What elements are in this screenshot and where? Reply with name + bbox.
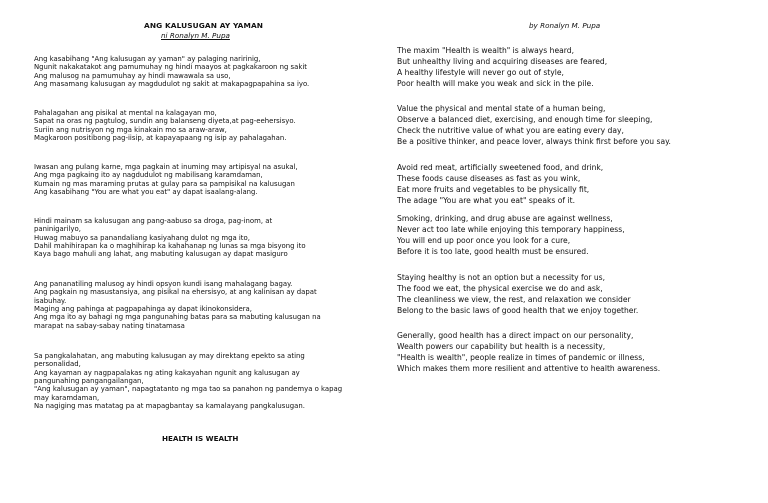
poem-line: Na nagiging mas matatag pa at mapagbantay sa kamalayang pangkalusugan. <box>34 402 305 411</box>
poem-line: Be a positive thinker, and peace lover, always think first before you say. <box>397 136 671 146</box>
poem-line: Hindi mainam sa kalusugan ang pang-aabuso sa droga, pag-inom, at <box>34 217 273 225</box>
poem-line: Belong to the basic laws of good health that we enjoy together. <box>397 305 639 315</box>
tagalog-poem-author: ni Ronalyn M. Pupa <box>161 31 230 40</box>
poem-line: Pahalagahan ang pisikal at mental na kalagayan mo, <box>34 109 217 117</box>
poem-line: The cleanliness we view, the rest, and relaxation we consider <box>397 294 631 304</box>
poem-line: paninigarilyo, <box>34 225 81 234</box>
tagalog-stanza-4 <box>34 217 306 259</box>
english-stanza-6 <box>397 331 660 375</box>
poem-line: personalidad, <box>34 360 81 369</box>
poem-line: Sa pangkalahatan, ang mabuting kalusugan ay may direktang epekto sa ating <box>34 352 305 360</box>
poem-line: Dahil mahihirapan ka o maghihirap ka kahahanap ng lunas sa mga bisyong ito <box>34 242 306 251</box>
poem-line: Ang kayaman ay nagpapalakas ng ating kakayahan ngunit ang kalusugan ay <box>34 368 300 377</box>
poem-line: Avoid red meat, artificially sweetened food, and drink, <box>397 163 604 172</box>
poem-line: A healthy lifestyle will never go out of style, <box>397 67 564 77</box>
poem-line: The adage "You are what you eat" speaks of it. <box>397 195 576 205</box>
poem-line: "Ang kalusugan ay yaman", napagtatanto ng mga tao sa panahon ng pandemya o kapag <box>34 385 343 394</box>
poem-line: Check the nutritive value of what you are eating every day, <box>397 125 624 135</box>
poem-line: Observe a balanced diet, exercising, and enough time for sleeping, <box>397 114 653 124</box>
poem-line: Value the physical and mental state of a human being, <box>397 104 606 113</box>
poem-line: Which makes them more resilient and attentive to health awareness. <box>397 363 661 373</box>
poem-line: Before it is too late, good health must be ensured. <box>397 246 589 256</box>
poem-line: Generally, good health has a direct impact on our personality, <box>397 331 634 340</box>
poem-line: Never act too late while enjoying this temporary happiness, <box>397 224 625 234</box>
poem-line: You will end up poor once you look for a cure, <box>397 235 571 245</box>
poem-line: But unhealthy living and acquiring diseases are feared, <box>397 56 608 66</box>
poem-line: Kumain ng mas maraming prutas at gulay para sa pampisikal na kalusugan <box>34 179 295 188</box>
english-poem-author: by Ronalyn M. Pupa <box>529 21 601 30</box>
english-poem-title: HEALTH IS WEALTH <box>162 434 239 443</box>
english-stanza-2 <box>397 104 671 148</box>
poem-line: Poor health will make you weak and sick in the pile. <box>397 78 594 88</box>
poem-line: Ang mga ito ay bahagi ng mga pangunahing batas para sa mabuting kalusugan na <box>34 313 321 322</box>
poem-line: Ang malusog na pamumuhay ay hindi mawawala sa uso, <box>34 71 231 80</box>
poem-line: Smoking, drinking, and drug abuse are against wellness, <box>397 214 613 223</box>
english-stanza-5 <box>397 273 638 317</box>
poem-line: Sapat na oras ng pagtulog, sundin ang balanseng diyeta,at pag-eehersisyo. <box>34 117 296 126</box>
poem-line: Staying healthy is not an option but a necessity for us, <box>397 273 606 282</box>
poem-line: may karamdaman, <box>34 393 100 402</box>
poem-line: isabuhay. <box>34 296 67 305</box>
english-stanza-4 <box>397 214 625 258</box>
poem-line: Huwag mabuyo sa panandaliang kasiyahang dulot ng mga ito, <box>34 233 250 242</box>
poem-line: "Health is wealth", people realize in times of pandemic or illness, <box>397 352 645 362</box>
poem-line: Kaya bago mahuli ang lahat, ang mabuting kalusugan ay dapat masiguro <box>34 250 288 259</box>
poem-line: Maging ang pahinga at pagpapahinga ay dapat ikinokonsidera, <box>34 305 252 314</box>
poem-line: pangunahing pangangailangan, <box>34 377 144 386</box>
poem-line: marapat na sabay-sabay nating tinatamasa <box>34 321 185 330</box>
poem-line: Ang pagkain ng masustansiya, ang pisikal na ehersisyo, at ang kalinisan ay dapat <box>34 288 317 297</box>
poem-line: The maxim "Health is wealth" is always heard, <box>397 46 574 55</box>
tagalog-stanza-1 <box>34 55 309 88</box>
poem-line: Ngunit nakakatakot ang pamumuhay ng hindi maayos at pagkakaroon ng sakit <box>34 63 307 72</box>
poem-line: Ang mga pagkaing ito ay nagdudulot ng mabilisang karamdaman, <box>34 171 263 180</box>
poem-line: Iwasan ang pulang karne, mga pagkain at inuming may artipisyal na asukal, <box>34 163 298 171</box>
poem-line: Suriin ang nutrisyon ng mga kinakain mo sa araw-araw, <box>34 125 227 134</box>
english-stanza-1 <box>397 46 607 90</box>
poem-line: Ang masamang kalusugan ay magdudulot ng sakit at makapagpapahina sa iyo. <box>34 80 310 89</box>
tagalog-stanza-2 <box>34 109 296 142</box>
poem-line: Ang kasabihang "You are what you eat" ay dapat isaalang-alang. <box>34 188 258 197</box>
poem-line: These foods cause diseases as fast as you wink, <box>397 173 581 183</box>
poem-line: Magkaroon positibong pag-iisip, at kapayapaang ng isip ay pahalagahan. <box>34 134 287 143</box>
tagalog-stanza-6 <box>34 352 342 410</box>
tagalog-stanza-3 <box>34 163 298 196</box>
english-stanza-3 <box>397 163 603 207</box>
poem-line: Eat more fruits and vegetables to be physically fit, <box>397 184 590 194</box>
poem-line: The food we eat, the physical exercise we do and ask, <box>397 283 603 293</box>
tagalog-stanza-5 <box>34 280 321 330</box>
tagalog-poem-title: ANG KALUSUGAN AY YAMAN <box>144 21 264 30</box>
poem-line: Ang pananatiling malusog ay hindi opsyon kundi isang mahalagang bagay. <box>34 280 293 288</box>
poem-line: Wealth powers our capability but health is a necessity, <box>397 341 606 351</box>
poem-line: Ang kasabihang "Ang kalusugan ay yaman" ay palaging naririnig, <box>34 55 261 63</box>
